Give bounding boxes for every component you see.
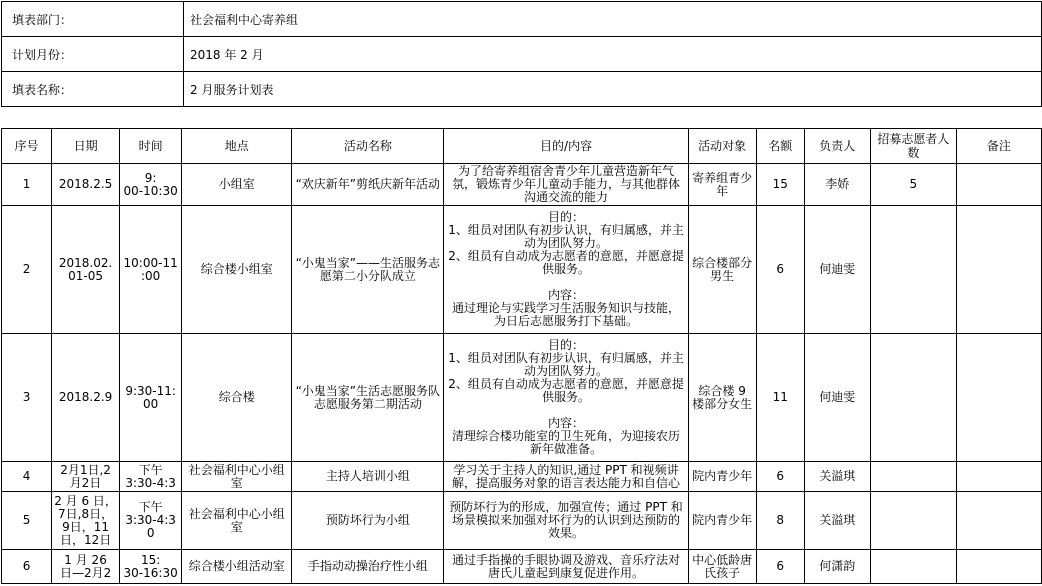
place-cell: 小组室 <box>182 164 292 206</box>
activity-name: “欢庆新年”剪纸庆新年活动 <box>292 164 444 206</box>
purpose-cell: 通过手指操的手眼协调及游戏、音乐疗法对唐氏儿童起到康复促进作用。 <box>444 550 688 584</box>
row-number: 5 <box>2 492 52 550</box>
remark-cell <box>956 550 1041 584</box>
time-cell: 15: 30-16:30 <box>120 550 182 584</box>
quota-cell: 15 <box>756 164 804 206</box>
purpose-cell: 目的： 1、组员对团队有初步认识，有归属感，并主动为团队努力。 2、组员有自动成为志愿者的意愿，并愿意提供服务。 内容： 清理综合楼功能室的卫生死角，为迎接农历新年做准备。 <box>444 334 688 462</box>
column-header: 地点 <box>182 129 292 164</box>
volunteer-count <box>870 462 956 492</box>
info-row <box>2 37 1042 72</box>
header-row <box>2 129 1042 164</box>
info-value: 2 月服务计划表 <box>184 72 1042 107</box>
info-value: 2018 年 2 月 <box>184 37 1042 72</box>
place-cell: 综合楼小组活动室 <box>182 550 292 584</box>
column-header: 负责人 <box>804 129 870 164</box>
leader-cell: 关溢琪 <box>804 492 870 550</box>
row-number: 4 <box>2 462 52 492</box>
column-header: 时间 <box>120 129 182 164</box>
purpose-cell: 为了给寄养组宿舍青少年儿童营造新年气氛，锻炼青少年儿童动手能力，与其他群体沟通交流的能力 <box>444 164 688 206</box>
time-cell: 9:30-11: 00 <box>120 334 182 462</box>
column-header: 序号 <box>2 129 52 164</box>
info-row <box>2 2 1042 37</box>
leader-cell: 何迪雯 <box>804 334 870 462</box>
quota-cell: 6 <box>756 462 804 492</box>
row-number: 3 <box>2 334 52 462</box>
remark-cell <box>956 462 1041 492</box>
date-cell: 2 月 6 日， 7日,8日， 9日，11 日，12日 <box>52 492 120 550</box>
place-cell: 综合楼 <box>182 334 292 462</box>
column-header: 目的/内容 <box>444 129 688 164</box>
info-table <box>1 1 1042 107</box>
volunteer-count: 5 <box>870 164 956 206</box>
column-header: 日期 <box>52 129 120 164</box>
quota-cell: 6 <box>756 206 804 334</box>
purpose-cell: 目的： 1、组员对团队有初步认识，有归属感，并主动为团队努力。 2、组员有自动成为志愿者的意愿，并愿意提供服务。 内容： 通过理论与实践学习生活服务知识与技能，为日后志愿服务打下基础。 <box>444 206 688 334</box>
purpose-cell: 学习关于主持人的知识,通过 PPT 和视频讲解，提高服务对象的语言表达能力和自信心 <box>444 462 688 492</box>
date-cell: 1 月 26 日—2月2 <box>52 550 120 584</box>
date-cell: 2018.2.9 <box>52 334 120 462</box>
row-number: 1 <box>2 164 52 206</box>
remark-cell <box>956 206 1041 334</box>
leader-cell: 何迪雯 <box>804 206 870 334</box>
leader-cell: 李娇 <box>804 164 870 206</box>
column-header: 活动名称 <box>292 129 444 164</box>
table-row <box>2 164 1042 206</box>
info-row <box>2 72 1042 107</box>
purpose-cell: 预防坏行为的形成，加强宣传；通过 PPT 和场景模拟来加强对坏行为的认识到达预防的效果。 <box>444 492 688 550</box>
table-row <box>2 334 1042 462</box>
row-number: 6 <box>2 550 52 584</box>
time-cell: 9: 00-10:30 <box>120 164 182 206</box>
time-cell: 10:00-11 :00 <box>120 206 182 334</box>
table-row <box>2 206 1042 334</box>
activity-name: 预防坏行为小组 <box>292 492 444 550</box>
remark-cell <box>956 492 1041 550</box>
volunteer-count <box>870 550 956 584</box>
time-cell: 下午 3:30-4:3 <box>120 462 182 492</box>
info-value: 社会福利中心寄养组 <box>184 2 1042 37</box>
date-cell: 2018.02. 01-05 <box>52 206 120 334</box>
column-header: 招募志愿者人数 <box>870 129 956 164</box>
quota-cell: 8 <box>756 492 804 550</box>
target-cell: 综合楼部分男生 <box>688 206 756 334</box>
place-cell: 社会福利中心小组室 <box>182 462 292 492</box>
volunteer-count <box>870 334 956 462</box>
target-cell: 寄养组青少年 <box>688 164 756 206</box>
table-row <box>2 492 1042 550</box>
activity-name: “小鬼当家”生活志愿服务队 志愿服务第二期活动 <box>292 334 444 462</box>
activity-name: 主持人培训小组 <box>292 462 444 492</box>
info-label: 填表名称： <box>2 72 184 107</box>
target-cell: 综合楼 9 楼部分女生 <box>688 334 756 462</box>
remark-cell <box>956 334 1041 462</box>
target-cell: 院内青少年 <box>688 462 756 492</box>
leader-cell: 关溢琪 <box>804 462 870 492</box>
place-cell: 社会福利中心小组室 <box>182 492 292 550</box>
row-number: 2 <box>2 206 52 334</box>
date-cell: 2018.2.5 <box>52 164 120 206</box>
info-label: 填表部门： <box>2 2 184 37</box>
target-cell: 院内青少年 <box>688 492 756 550</box>
time-cell: 下午 3:30-4:3 0 <box>120 492 182 550</box>
activity-name: 手指动动操治疗性小组 <box>292 550 444 584</box>
remark-cell <box>956 164 1041 206</box>
column-header: 活动对象 <box>688 129 756 164</box>
quota-cell: 11 <box>756 334 804 462</box>
column-header: 备注 <box>956 129 1041 164</box>
date-cell: 2月1日,2 月2日 <box>52 462 120 492</box>
table-row <box>2 550 1042 584</box>
volunteer-count <box>870 492 956 550</box>
activity-name: “小鬼当家”——生活服务志愿第二小分队成立 <box>292 206 444 334</box>
volunteer-count <box>870 206 956 334</box>
quota-cell: 6 <box>756 550 804 584</box>
place-cell: 综合楼小组室 <box>182 206 292 334</box>
column-header: 名额 <box>756 129 804 164</box>
target-cell: 中心低龄唐氏孩子 <box>688 550 756 584</box>
leader-cell: 何潇韵 <box>804 550 870 584</box>
plan-table <box>1 128 1042 584</box>
table-row <box>2 462 1042 492</box>
info-label: 计划月份： <box>2 37 184 72</box>
